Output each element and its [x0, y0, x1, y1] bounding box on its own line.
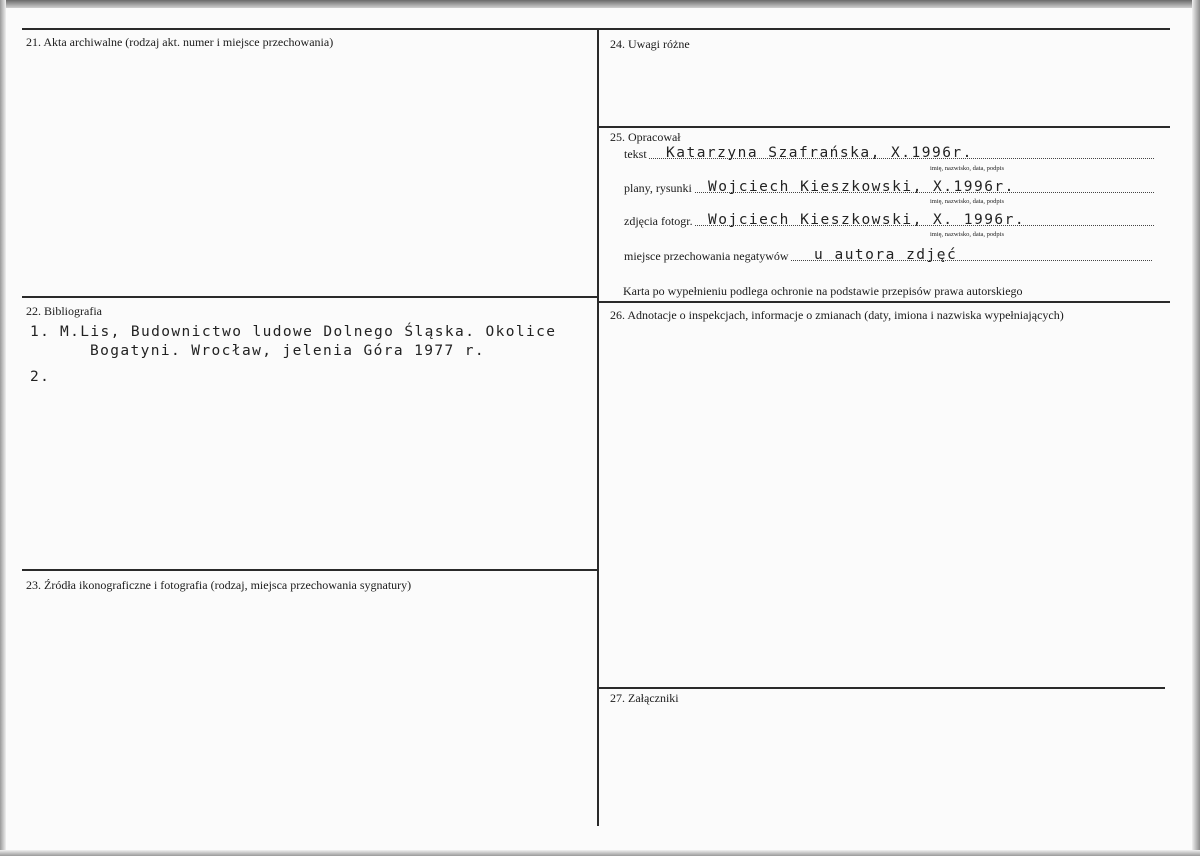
section-24-label: 24. Uwagi różne: [610, 37, 690, 51]
author-text-value: Katarzyna Szafrańska, X.1996r.: [666, 145, 973, 161]
author-text-label: tekst: [624, 147, 647, 161]
divider-24-25: [599, 126, 1170, 128]
author-plans-label: plany, rysunki: [624, 181, 692, 195]
divider-25-26: [599, 301, 1170, 303]
negatives-location-value: u autora zdjęć: [814, 247, 958, 263]
author-plans-row: [624, 176, 1154, 196]
scan-right-edge: [1192, 0, 1200, 856]
section-23-label: 23. Źródła ikonograficzne i fotografia (rodzaj, miejsca przechowania sygnatury): [26, 578, 412, 592]
author-plans-note: imię, nazwisko, data, podpis: [930, 198, 1005, 205]
section-26-label: 26. Adnotacje o inspekcjach, informacje o zmianach (daty, imiona i nazwiska wypełniających): [610, 308, 1064, 322]
divider-22-23: [22, 569, 597, 571]
bibliography-item-2-number: 2.: [30, 369, 51, 385]
author-text-note: imię, nazwisko, data, podpis: [930, 165, 1005, 172]
bibliography-item-1-line-1: M.Lis, Budownictwo ludowe Dolnego Śląska. Okolice: [60, 324, 557, 340]
section-25-label: 25. Opracował: [610, 130, 681, 144]
divider-21-22: [22, 296, 597, 298]
section-27-label: 27. Załączniki: [610, 691, 679, 705]
author-photos-note: imię, nazwisko, data, podpis: [930, 231, 1005, 238]
section-22-label: 22. Bibliografia: [26, 304, 102, 318]
scan-left-edge: [0, 0, 6, 856]
copyright-notice: Karta po wypełnieniu podlega ochronie na podstawie przepisów prawa autorskiego: [623, 284, 1023, 298]
negatives-location-row: [624, 244, 1152, 264]
top-border-line: [22, 28, 1170, 30]
bibliography-item-1-number: 1.: [30, 324, 51, 340]
bibliography-item-1-line-2: Bogatyni. Wrocław, jelenia Góra 1977 r.: [90, 343, 486, 359]
author-plans-value: Wojciech Kieszkowski, X.1996r.: [708, 179, 1015, 195]
negatives-location-label: miejsce przechowania negatywów: [624, 249, 789, 263]
center-divider-line: [597, 28, 599, 826]
divider-26-27: [599, 687, 1165, 689]
author-photos-row: [624, 209, 1154, 229]
scan-top-edge: [0, 0, 1200, 8]
author-photos-label: zdjęcia fotogr.: [624, 214, 693, 228]
author-text-row: [624, 142, 1154, 162]
author-photos-value: Wojciech Kieszkowski, X. 1996r.: [708, 212, 1026, 228]
section-21-label: 21. Akta archiwalne (rodzaj akt. numer i miejsce przechowania): [26, 35, 334, 49]
scan-bottom-edge: [0, 850, 1200, 856]
